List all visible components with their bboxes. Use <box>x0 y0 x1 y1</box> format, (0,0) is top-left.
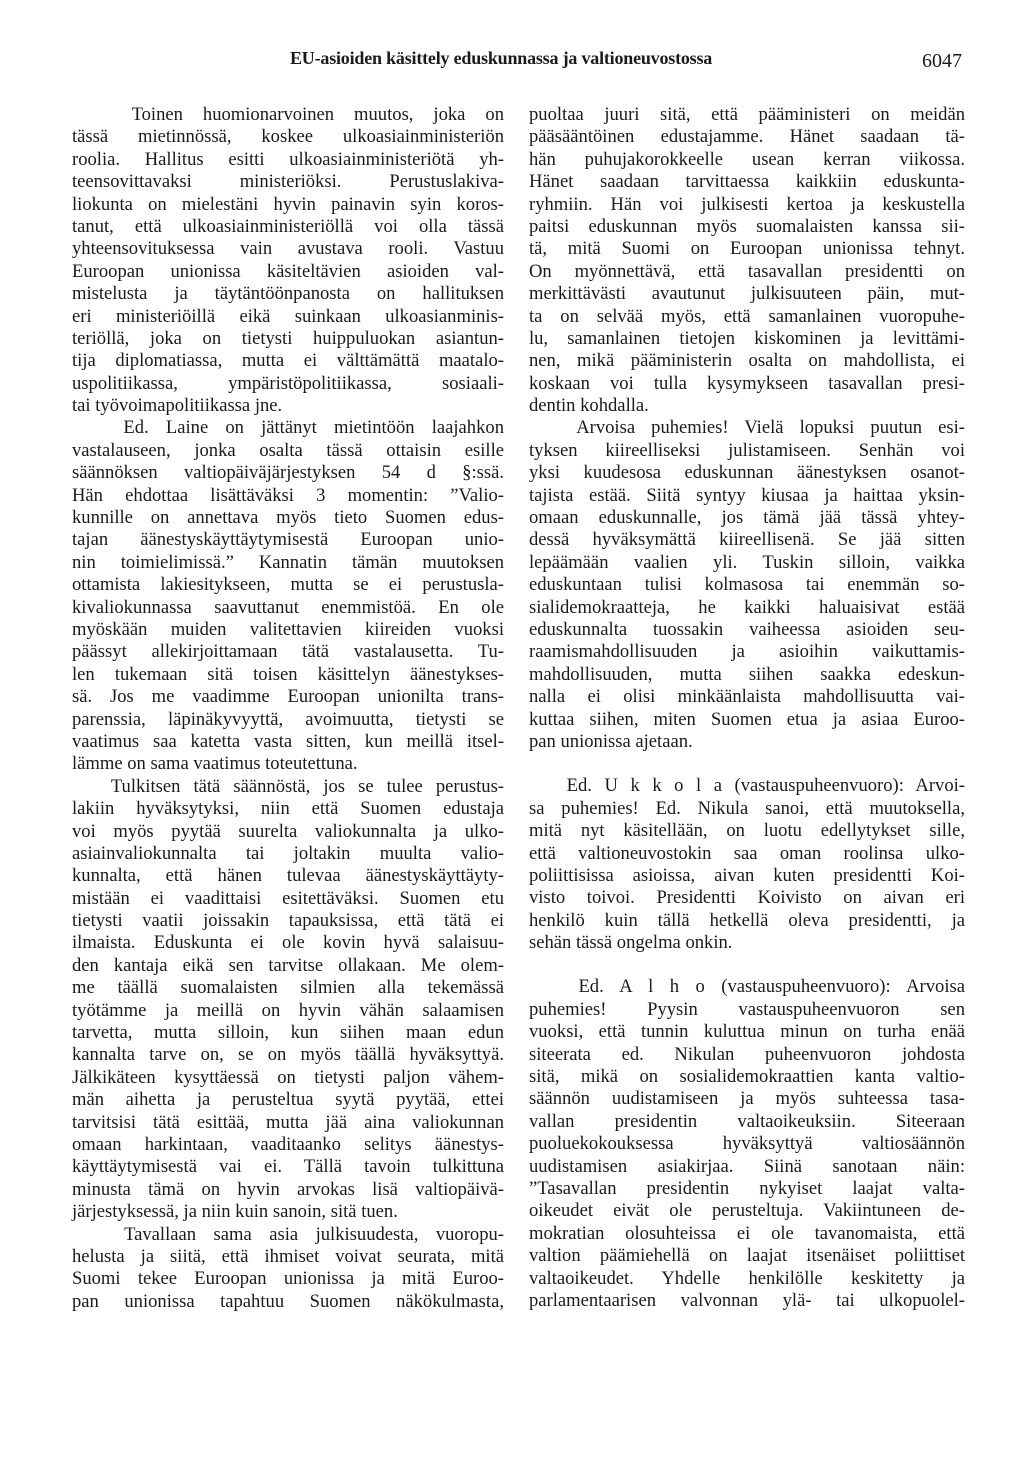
text-line: omaan harkintaan, vaaditaanko selitys äänestys- <box>72 1133 504 1155</box>
text-line: nin toimielimissä.” Kannatin tämän muutoksen <box>72 551 504 573</box>
text-line: visto toivoi. Presidentti Koivisto on aivan eri <box>529 887 965 909</box>
text-line: merkittävästi avautunut julkisuuteen päin, mut- <box>529 283 965 305</box>
text-line: kannalta tarve on, se on myös täällä hyväksyttyä. <box>72 1044 504 1066</box>
text-line: Hän ehdottaa lisättäväksi 3 momentin: ”Valio- <box>72 484 504 506</box>
paragraph-gap <box>529 954 965 976</box>
text-line: lakiin hyväksytyksi, niin että Suomen edustaja <box>72 798 504 820</box>
text-line: teriöllä, joka on tietysti huippuluokan asiantun- <box>72 327 504 349</box>
text-line: käyttäytymisestä vai ei. Tällä tavoin tulkittuna <box>72 1156 504 1178</box>
text-line: eduskunnalta tuossakin vaiheessa asioiden seu- <box>529 618 965 640</box>
text-line: työtämme ja meillä on hyvin vähän salaamisen <box>72 999 504 1021</box>
text-line: tai työvoimapolitiikassa jne. <box>72 395 283 417</box>
text-line: roolia. Hallitus esitti ulkoasiainministeriötä yh- <box>72 148 504 170</box>
text-line: mistelusta ja täytäntöönpanosta on hallituksen <box>72 283 504 305</box>
text-line: Ed. A l h o (vastauspuheenvuoro): Arvoisa <box>529 976 965 998</box>
text-line: asiainvaliokunnalta tai joltakin muulta valio- <box>72 842 504 864</box>
text-line: puhemies! Pyysin vastauspuheenvuoron sen <box>529 998 965 1020</box>
text-line: Tulkitsen tätä säännöstä, jos se tulee perustus- <box>72 775 504 797</box>
text-line: ”Tasavallan presidentin nykyiset laajat valta- <box>529 1177 965 1199</box>
text-line: uudistamisen asiakirjaa. Siinä sanotaan näin: <box>529 1155 965 1177</box>
text-line: yksi kuudesosa eduskunnan äänestyksen osanot- <box>529 462 965 484</box>
text-line: siteerata ed. Nikulan puheenvuoron johdosta <box>529 1043 965 1065</box>
text-line: valtaoikeudet. Yhdelle henkilölle keskitetty ja <box>529 1267 965 1289</box>
text-line: nalla ei olisi minkäänlaista mahdollisuutta vai- <box>529 686 965 708</box>
text-line: me täällä suomalaisten silmien alla tekemässä <box>72 977 504 999</box>
text-line: liokunta on mielestäni hyvin painavin syin koros- <box>72 193 504 215</box>
text-line: Jälkikäteen kysyttäessä on tietysti paljon vähem- <box>72 1066 504 1088</box>
text-line: tyksen kiireelliseksi julistamiseen. Senhän voi <box>529 439 965 461</box>
text-line: kunnille on annettava myös tieto Suomen edus- <box>72 507 504 529</box>
text-line: päässyt allekirjoittamaan tätä vastalausetta. Tu- <box>72 641 504 663</box>
text-line: kivaliokunnassa saavuttanut enemmistöä. En ole <box>72 596 504 618</box>
text-line: minusta tämä on hyvin arvokas lisä valtiopäivä- <box>72 1178 504 1200</box>
text-line: dessä hyväksymättä kiireellisenä. Se jää sitten <box>529 529 965 551</box>
text-line: Tavallaan sama asia julkisuudesta, vuoropu- <box>72 1223 504 1245</box>
text-line: myöskään muiden valitettavien kiireiden vuoksi <box>72 618 504 640</box>
text-line: sitä, mikä on sosialidemokraattien kanta valtio- <box>529 1066 965 1088</box>
paragraph-gap <box>529 753 965 775</box>
text-line: vuoksi, että tunnin kuluttua minun on turha enää <box>529 1021 965 1043</box>
page-number: 6047 <box>922 50 962 72</box>
text-line: teensovittavaksi ministeriöksi. Perustuslakiva- <box>72 171 504 193</box>
text-line: sä. Jos me vaadimme Euroopan unionilta trans- <box>72 686 504 708</box>
text-line: voi myös pyytää suurelta valiokunnalta ja ulko- <box>72 820 504 842</box>
text-line: tarvetta, mutta silloin, kun siihen maan edun <box>72 1022 504 1044</box>
text-line: valtion päämiehellä on laajat itsenäiset poliittiset <box>529 1245 965 1267</box>
text-line: että valtioneuvostokin saa oman roolinsa ulko- <box>529 842 965 864</box>
text-line: vaatimus saa katetta vasta sitten, kun meillä itsel- <box>72 730 504 752</box>
text-line: sehän tässä ongelma onkin. <box>529 932 733 954</box>
text-line: helusta ja siitä, että ihmiset voivat seurata, mitä <box>72 1245 504 1267</box>
text-line: tanut, että ulkoasiainministeriöllä voi olla tässä <box>72 215 504 237</box>
text-line: säännön uudistamiseen ja myös suhteessa tasa- <box>529 1088 965 1110</box>
text-line: Hänet saadaan tarvittaessa kaikkiin eduskunta- <box>529 171 965 193</box>
text-line: puoluekokouksessa hyväksyttyä valtiosäännön <box>529 1133 965 1155</box>
text-line: nen, mikä pääministerin osalta on mahdollista, ei <box>529 350 965 372</box>
page-header <box>0 48 1024 78</box>
text-line: parenssia, läpinäkyvyyttä, avoimuutta, tietysti se <box>72 708 504 730</box>
text-line: Arvoisa puhemies! Vielä lopuksi puutun esi- <box>529 417 965 439</box>
text-line: tajista estää. Siitä syntyy kiusaa ja haittaa yksin- <box>529 484 965 506</box>
text-line: yhteensovituksessa vain avustava rooli. Vastuu <box>72 238 504 260</box>
text-line: vallan presidentin valtaoikeuksiin. Siteeraan <box>529 1110 965 1132</box>
text-line: säännöksen valtiopäiväjärjestyksen 54 d §:ssä. <box>72 462 504 484</box>
text-line: henkilö kuin tällä hetkellä oleva presidentti, ja <box>529 909 965 931</box>
text-line: koskaan voi tulla kysymykseen tasavallan presi- <box>529 372 965 394</box>
text-line: tija diplomatiassa, mutta ei välttämättä maatalo- <box>72 350 504 372</box>
text-line: mitä nyt käsitellään, on luotu edellytykset sille, <box>529 820 965 842</box>
right-column <box>529 104 965 1312</box>
text-line: Ed. U k k o l a (vastauspuheenvuoro): Arvoi- <box>529 775 965 797</box>
text-line: len tukemaan sitä toisen käsittelyn äänestykses- <box>72 663 504 685</box>
text-line: pan unionissa ajetaan. <box>529 730 693 752</box>
text-line: Ed. Laine on jättänyt mietintöön laajahkon <box>72 417 504 439</box>
text-line: pan unionissa tapahtuu Suomen näkökulmasta, <box>72 1290 504 1312</box>
text-line: ta on selvää myös, että samanlainen vuoropuhe- <box>529 305 965 327</box>
text-line: lämme on sama vaatimus toteutettuna. <box>72 753 358 775</box>
running-title: EU-asioiden käsittely eduskunnassa ja valtioneuvostossa <box>290 48 713 68</box>
text-line: tä, mitä Suomi on Euroopan unionissa tehnyt. <box>529 238 965 260</box>
text-line: dentin kohdalla. <box>529 395 649 417</box>
text-line: mokratian olosuhteissa ei ole tavanomaista, että <box>529 1222 965 1244</box>
text-line: paitsi eduskunnan myös suomalaisten kanssa sii- <box>529 215 965 237</box>
text-line: oikeudet eivät ole perusteltuja. Vakiintuneen de- <box>529 1200 965 1222</box>
text-line: Toinen huomionarvoinen muutos, joka on <box>72 104 504 125</box>
text-line: järjestyksessä, ja niin kuin sanoin, sitä tuen. <box>72 1201 398 1223</box>
text-line: sa puhemies! Ed. Nikula sanoi, että muutoksella, <box>529 797 965 819</box>
text-line: puoltaa juuri sitä, että pääministeri on meidän <box>529 104 965 125</box>
text-line: mahdollisuuden, mutta siihen saakka edeskun- <box>529 663 965 685</box>
text-line: tarvitsisi tätä esittää, mutta jää aina valiokunnan <box>72 1111 504 1133</box>
text-line: ilmaista. Eduskunta ei ole kovin hyvä salaisuu- <box>72 932 504 954</box>
text-line: uspolitiikassa, ympäristöpolitiikassa, sosiaali- <box>72 372 504 394</box>
text-line: Suomi tekee Euroopan unionissa ja mitä Euroo- <box>72 1268 504 1290</box>
text-line: eri ministeriöillä eikä suinkaan ulkoasianminis- <box>72 305 504 327</box>
text-line: raamismahdollisuuden ja asioihin vaikuttamis- <box>529 641 965 663</box>
text-line: sialidemokraatteja, he kaikki haluaisivat estää <box>529 596 965 618</box>
text-line: lepäämään vaalien yli. Tuskin silloin, vaikka <box>529 551 965 573</box>
text-line: On myönnettävä, että tasavallan presidentti on <box>529 260 965 282</box>
text-line: tajan äänestyskäyttäytymisestä Euroopan unio- <box>72 529 504 551</box>
text-line: tässä mietinnössä, koskee ulkoasiainministeriön <box>72 126 504 148</box>
text-line: vastalauseen, jonka osalta tässä ottaisin esille <box>72 439 504 461</box>
text-line: omaan eduskunnalle, jos tämä jää tässä yhtey- <box>529 507 965 529</box>
text-line: Euroopan unionissa käsiteltävien asioiden val- <box>72 260 504 282</box>
text-line: eduskuntaan tulisi kolmasosa tai enemmän so- <box>529 574 965 596</box>
text-line: parlamentaarisen valvonnan ylä- tai ulkopuolel- <box>529 1289 965 1311</box>
text-line: kunnalta, että hänen tulevaa äänestyskäyttäyty- <box>72 865 504 887</box>
text-line: ryhmiin. Hän voi julkisesti kertoa ja keskustella <box>529 193 965 215</box>
text-line: hän puhujakorokkeelle usean kerran viikossa. <box>529 148 965 170</box>
text-line: män aihetta ja perusteltua syytä pyytää, ettei <box>72 1089 504 1111</box>
text-line: lu, samanlainen tietojen kiskominen ja levittämi- <box>529 327 965 349</box>
text-line: kuttaa siihen, miten Suomen etua ja asiaa Euroo- <box>529 708 965 730</box>
text-line: poliittisissa asioissa, aivan kuten presidentti Koi- <box>529 864 965 886</box>
text-line: ottamista lakiesitykseen, mutta se ei perustusla- <box>72 574 504 596</box>
text-line: den kantaja eikä sen tarvitse ollakaan. Me olem- <box>72 954 504 976</box>
text-line: pääsääntöinen edustajamme. Hänet saadaan tä- <box>529 126 965 148</box>
text-line: mistään ei vaadittaisi esitettäväksi. Suomen etu <box>72 887 504 909</box>
left-column <box>72 104 504 1313</box>
text-line: tietysti vaatii joissakin tapauksissa, että tätä ei <box>72 910 504 932</box>
